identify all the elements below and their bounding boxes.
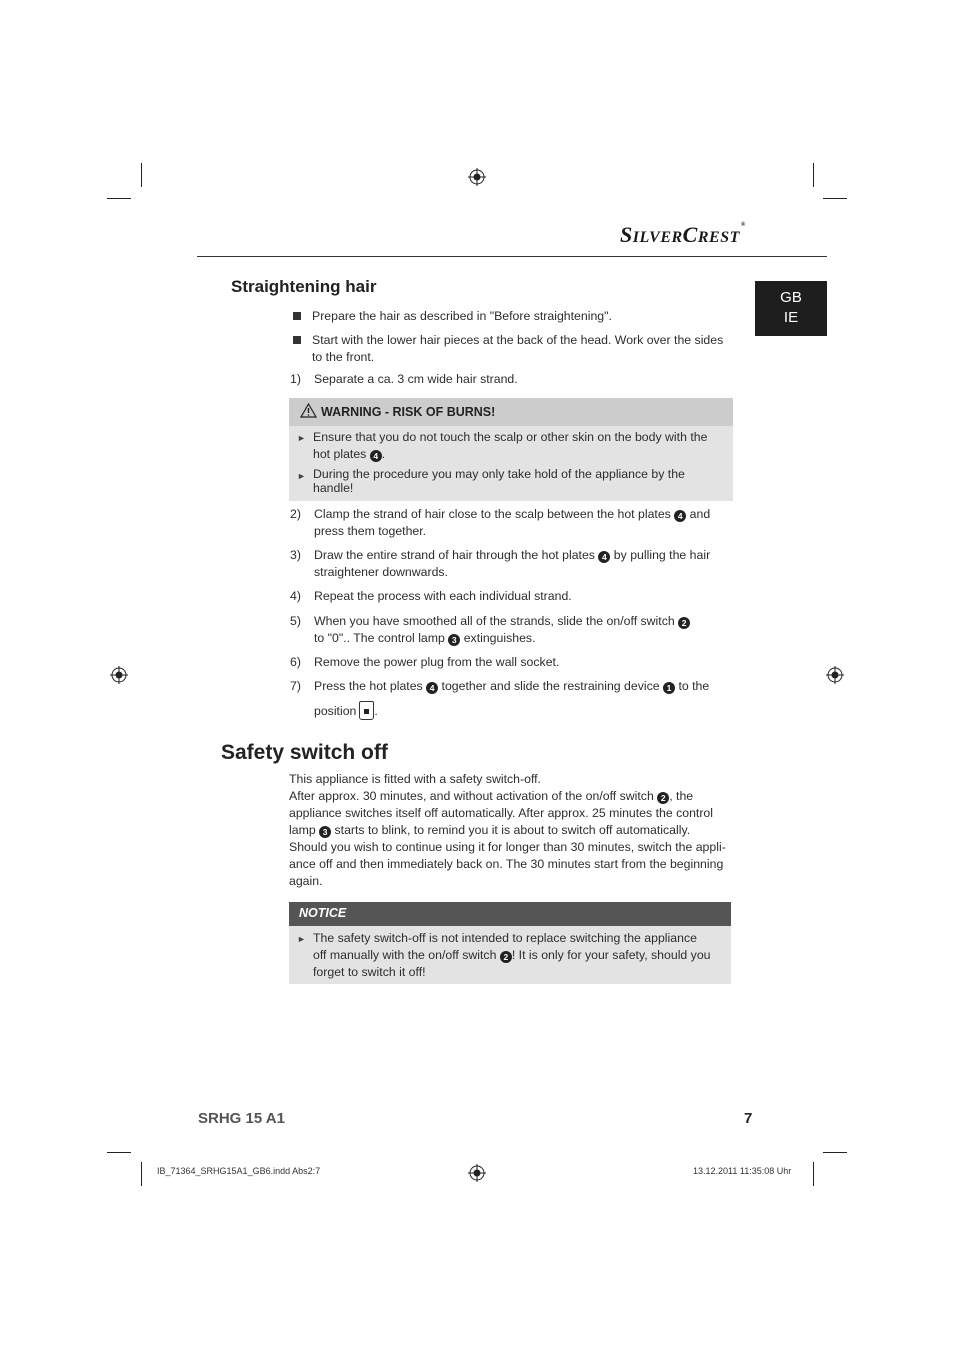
step-number: 2): [290, 507, 301, 521]
registration-mark-icon: [468, 1164, 486, 1182]
warning-triangle-icon: [300, 403, 317, 418]
crop-mark: [107, 198, 131, 199]
arrow-bullet-icon: ►: [297, 433, 306, 443]
body-paragraph: This appliance is fitted with a safety switch-off. After approx. 30 minutes, and without activation of the on/off switch 2 , the appliance switches itself off automatically. After approx. 25 minutes the control lamp 3 starts to blink, to remind you it is about to switch off automatically. Should you wish to continue using it for longer than 30 minutes, switch the appli- ance off and then immediately back on. The 30 minutes start from the beginning again.: [289, 772, 726, 888]
arrow-bullet-icon: ►: [297, 934, 306, 944]
step-text: Repeat the process with each individual strand.: [314, 589, 572, 603]
step-text: Remove the power plug from the wall socket.: [314, 655, 560, 669]
brand-logo: SILVERCREST®: [620, 222, 746, 247]
step-number: 7): [290, 679, 301, 693]
bullet-text: Start with the lower hair pieces at the back of the head. Work over the sides: [312, 333, 724, 347]
crop-mark: [141, 1162, 142, 1186]
section-title: Straightening hair: [231, 277, 377, 296]
part-ref-badge: 3: [319, 826, 331, 838]
crop-mark: [823, 198, 847, 199]
notice-box: [289, 902, 731, 984]
notice-title: NOTICE: [299, 906, 347, 920]
warning-box: [289, 398, 733, 501]
warning-title: WARNING - RISK OF BURNS!: [321, 405, 496, 419]
model-number: SRHG 15 A1: [198, 1110, 285, 1127]
part-ref-badge: 1: [663, 682, 675, 694]
step-number: 6): [290, 655, 301, 669]
crop-mark: [813, 1162, 814, 1186]
part-ref-badge: 2: [500, 951, 512, 963]
step-text: Clamp the strand of hair close to the scalp between the hot plates 4 and press them together.: [314, 507, 711, 538]
notice-header: [289, 902, 731, 926]
registration-mark-icon: [826, 666, 844, 684]
print-slug-right: 13.12.2011 11:35:08 Uhr: [693, 1166, 792, 1176]
language-code: IE: [783, 309, 799, 326]
part-ref-badge: 4: [370, 450, 382, 462]
crop-mark: [107, 1152, 131, 1153]
section-title: Safety switch off: [221, 741, 388, 764]
language-tab: [755, 281, 827, 336]
arrow-bullet-icon: ►: [297, 471, 306, 481]
bullet-square-icon: [293, 312, 301, 320]
part-ref-badge: 3: [448, 634, 460, 646]
part-ref-badge: 4: [426, 682, 438, 694]
step-number: 3): [290, 548, 301, 562]
language-code: GB: [780, 289, 802, 306]
bullet-text: to the front.: [312, 350, 375, 364]
crop-mark: [813, 163, 814, 187]
warning-item: During the procedure you may only take hold of the appliance by the handle!: [313, 467, 685, 495]
part-ref-badge: 2: [657, 792, 669, 804]
step-text: Press the hot plates 4 together and slide the restraining device 1 to the position .: [314, 679, 710, 718]
step-text: Separate a ca. 3 cm wide hair strand.: [314, 372, 518, 386]
bullet-square-icon: [293, 336, 301, 344]
step-number: 5): [290, 614, 301, 628]
step-number: 1): [290, 372, 301, 386]
step-number: 4): [290, 589, 301, 603]
crop-mark: [823, 1152, 847, 1153]
part-ref-badge: 4: [598, 551, 610, 563]
notice-item: The safety switch-off is not intended to replace switching the appliance off manually with the on/off switch 2 ! It is only for your safety, should you forget to switch it off!: [313, 931, 711, 979]
registration-mark-icon: [468, 168, 486, 186]
print-slug-left: IB_71364_SRHG15A1_GB6.indd Abs2:7: [157, 1166, 321, 1176]
registration-mark-icon: [110, 666, 128, 684]
page-number: 7: [744, 1110, 753, 1127]
part-ref-badge: 4: [674, 510, 686, 522]
step-text: When you have smoothed all of the strands, slide the on/off switch 2 to "0".. The control lamp 3 extinguishes.: [314, 613, 690, 647]
lock-position-icon: [359, 701, 374, 720]
bullet-text: Prepare the hair as described in "Before straightening".: [312, 309, 612, 323]
part-ref-badge: 2: [678, 617, 690, 629]
step-text: Draw the entire strand of hair through the hot plates 4 by pulling the hair straightener downwards.: [314, 548, 711, 579]
warning-item: Ensure that you do not touch the scalp or other skin on the body with the hot plates 4 .: [313, 430, 708, 461]
crop-mark: [141, 163, 142, 187]
header-rule: [197, 256, 827, 257]
